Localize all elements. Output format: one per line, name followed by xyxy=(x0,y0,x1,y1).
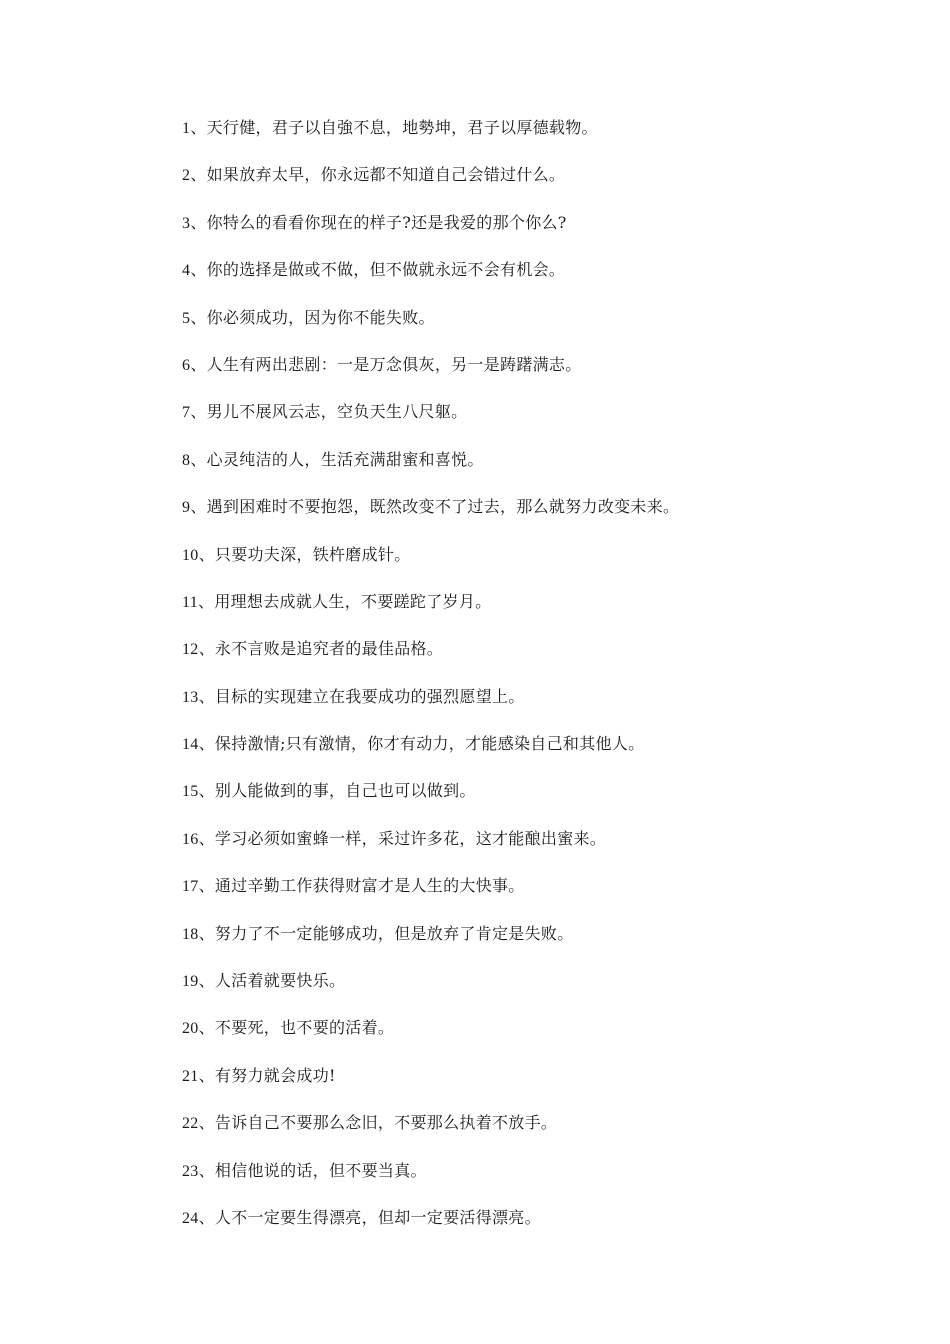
item-number: 24 xyxy=(182,1209,199,1227)
list-item xyxy=(182,874,882,921)
item-number: 7 xyxy=(182,404,191,422)
list-item xyxy=(182,116,882,163)
item-number: 16 xyxy=(182,830,199,848)
item-number: 1 xyxy=(182,120,191,137)
item-number: 12 xyxy=(182,641,199,659)
item-text: 、男儿不展风云志，空负天生八尺躯。 xyxy=(190,402,468,422)
item-text: 、学习必须如蜜蜂一样，采过许多花，这才能酿出蜜来。 xyxy=(198,828,607,848)
list-item xyxy=(182,1016,882,1063)
item-number: 9 xyxy=(182,499,191,517)
list-item xyxy=(182,637,882,684)
item-number: 3 xyxy=(182,214,191,232)
item-number: 6 xyxy=(182,356,191,374)
item-number: 17 xyxy=(182,878,199,896)
item-number: 21 xyxy=(182,1067,199,1085)
item-number: 2 xyxy=(182,167,191,185)
item-text: 、告诉自己不要那么念旧，不要那么执着不放手。 xyxy=(198,1113,558,1133)
item-number: 4 xyxy=(182,262,191,280)
list-item xyxy=(182,779,882,826)
item-text: 、你特么的看看你现在的样子?还是我爱的那个你么? xyxy=(190,212,567,232)
item-number: 11 xyxy=(182,593,199,611)
list-item xyxy=(182,685,882,732)
item-number: 13 xyxy=(182,688,199,706)
list-item xyxy=(182,448,882,495)
list-item xyxy=(182,732,882,779)
item-number: 10 xyxy=(182,546,199,564)
item-number: 23 xyxy=(182,1162,199,1180)
item-text: 、只要功夫深，铁杵磨成针。 xyxy=(198,544,411,564)
item-number: 15 xyxy=(182,783,199,801)
list-item xyxy=(182,211,882,258)
item-text: 、心灵纯洁的人，生活充满甜蜜和喜悦。 xyxy=(190,449,484,469)
item-text: 、有努力就会成功! xyxy=(198,1065,336,1085)
list-item xyxy=(182,922,882,969)
list-item xyxy=(182,969,882,1016)
list-item xyxy=(182,163,882,210)
item-number: 14 xyxy=(182,736,199,754)
list-item xyxy=(182,258,882,305)
item-text: 、人生有两出悲剧：一是万念俱灰，另一是踌躇满志。 xyxy=(190,354,582,374)
item-text: 、保持激情;只有激情，你才有动力，才能感染自己和其他人。 xyxy=(198,734,645,754)
item-text: 、相信他说的话，但不要当真。 xyxy=(198,1160,427,1180)
item-text: 、永不言败是追究者的最佳品格。 xyxy=(198,639,444,659)
item-text: 、你的选择是做或不做，但不做就永远不会有机会。 xyxy=(190,260,566,280)
item-text: 、别人能做到的事，自己也可以做到。 xyxy=(198,781,476,801)
quote-list xyxy=(182,116,882,1253)
list-item xyxy=(182,353,882,400)
item-text: 、遇到困难时不要抱怨，既然改变不了过去，那么就努力改变未来。 xyxy=(190,497,680,517)
item-text: 、用理想去成就人生，不要蹉跎了岁月。 xyxy=(198,591,492,611)
item-text: 、通过辛勤工作获得财富才是人生的大快事。 xyxy=(198,876,525,896)
item-text: 、不要死，也不要的活着。 xyxy=(198,1018,395,1038)
list-item xyxy=(182,827,882,874)
item-number: 19 xyxy=(182,973,199,991)
item-text: 、人不一定要生得漂亮，但却一定要活得漂亮。 xyxy=(198,1207,541,1227)
list-item xyxy=(182,400,882,447)
item-text: 、目标的实现建立在我要成功的强烈愿望上。 xyxy=(198,686,525,706)
item-number: 8 xyxy=(182,451,191,469)
item-number: 20 xyxy=(182,1020,199,1038)
item-number: 18 xyxy=(182,925,199,943)
list-item xyxy=(182,1206,882,1253)
item-number: 22 xyxy=(182,1115,199,1133)
list-item xyxy=(182,1111,882,1158)
list-item xyxy=(182,590,882,637)
list-item xyxy=(182,543,882,590)
item-text: 、如果放弃太早，你永远都不知道自己会错过什么。 xyxy=(190,165,566,185)
list-item xyxy=(182,1064,882,1111)
list-item xyxy=(182,306,882,353)
list-item xyxy=(182,1159,882,1206)
item-text: 、人活着就要快乐。 xyxy=(198,971,346,991)
item-number: 5 xyxy=(182,309,191,327)
item-text: 、努力了不一定能够成功，但是放弃了肯定是失败。 xyxy=(198,923,574,943)
list-item xyxy=(182,495,882,542)
item-text: 、你必须成功，因为你不能失败。 xyxy=(190,307,435,327)
item-text: 、天行健，君子以自強不息，地勢坤，君子以厚德载物。 xyxy=(190,118,598,137)
